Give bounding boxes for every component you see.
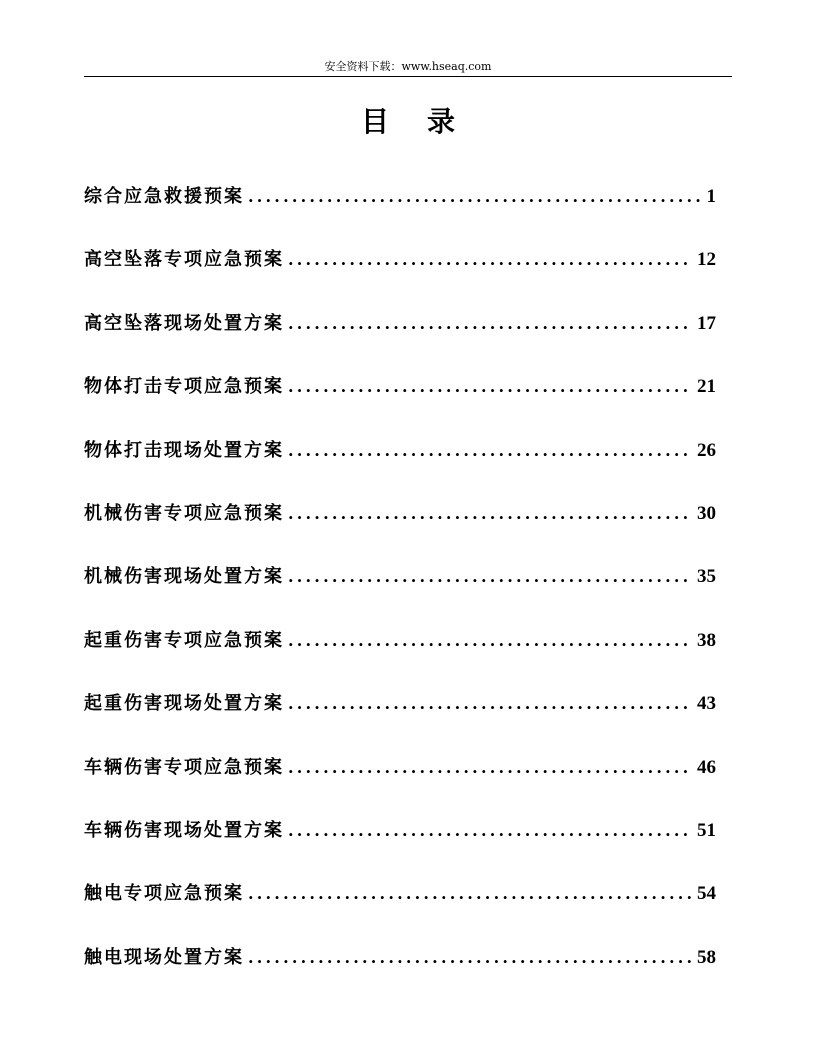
toc-entry[interactable]	[84, 689, 716, 752]
toc-entry[interactable]	[84, 436, 716, 499]
toc-leader-dots	[248, 948, 691, 967]
toc-entry-label: 机械伤害现场处置方案	[84, 566, 284, 588]
page-title: 目录	[360, 105, 493, 138]
toc-entry[interactable]	[84, 879, 716, 942]
toc-leader-dots	[288, 694, 691, 713]
toc-entry-page: 43	[697, 693, 716, 715]
toc-entry-label: 车辆伤害专项应急预案	[84, 756, 284, 778]
toc-entry[interactable]	[84, 753, 716, 816]
toc-leader-dots	[288, 314, 691, 333]
toc-entry-label: 触电专项应急预案	[84, 883, 244, 905]
toc-entry-page: 46	[697, 756, 716, 778]
toc-entry-label: 触电现场处置方案	[84, 946, 244, 968]
toc-entry-page: 21	[697, 376, 716, 398]
table-of-contents	[84, 182, 716, 1006]
toc-leader-dots	[288, 758, 691, 777]
toc-entry-label: 综合应急救援预案	[84, 186, 244, 207]
toc-entry-label: 物体打击现场处置方案	[84, 439, 284, 461]
toc-entry-label: 起重伤害专项应急预案	[84, 629, 284, 651]
toc-entry[interactable]	[84, 245, 716, 308]
toc-entry-page: 51	[697, 819, 716, 841]
toc-entry-label: 机械伤害专项应急预案	[84, 502, 284, 524]
toc-leader-dots	[288, 567, 691, 586]
toc-entry[interactable]	[84, 626, 716, 689]
toc-leader-dots	[288, 504, 691, 523]
toc-entry-page: 17	[697, 312, 716, 334]
toc-entry[interactable]	[84, 182, 716, 245]
toc-entry-page: 30	[697, 502, 716, 524]
toc-entry[interactable]	[84, 562, 716, 625]
toc-entry-label: 高空坠落专项应急预案	[84, 249, 284, 271]
toc-entry[interactable]	[84, 816, 716, 879]
toc-leader-dots	[288, 377, 691, 396]
toc-entry[interactable]	[84, 499, 716, 562]
toc-leader-dots	[288, 441, 691, 460]
toc-entry-label: 起重伤害现场处置方案	[84, 693, 284, 715]
toc-entry-page: 38	[697, 629, 716, 651]
toc-entry[interactable]	[84, 943, 716, 1006]
toc-leader-dots	[288, 821, 691, 840]
toc-leader-dots	[288, 250, 691, 269]
toc-entry-label: 高空坠落现场处置方案	[84, 312, 284, 334]
toc-entry-page: 54	[697, 883, 716, 905]
toc-leader-dots	[248, 884, 691, 903]
toc-entry-page: 58	[697, 946, 716, 968]
toc-entry[interactable]	[84, 309, 716, 372]
toc-leader-dots	[248, 187, 701, 206]
toc-entry-page: 35	[697, 566, 716, 588]
toc-entry-label: 车辆伤害现场处置方案	[84, 819, 284, 841]
toc-entry-page: 26	[697, 439, 716, 461]
toc-entry-page: 12	[697, 249, 716, 271]
toc-entry-label: 物体打击专项应急预案	[84, 376, 284, 398]
toc-leader-dots	[288, 631, 691, 650]
toc-entry[interactable]	[84, 372, 716, 435]
page-header: 安全资料下载：www.hseaq.com	[84, 58, 732, 77]
toc-entry-page: 1	[706, 186, 716, 207]
